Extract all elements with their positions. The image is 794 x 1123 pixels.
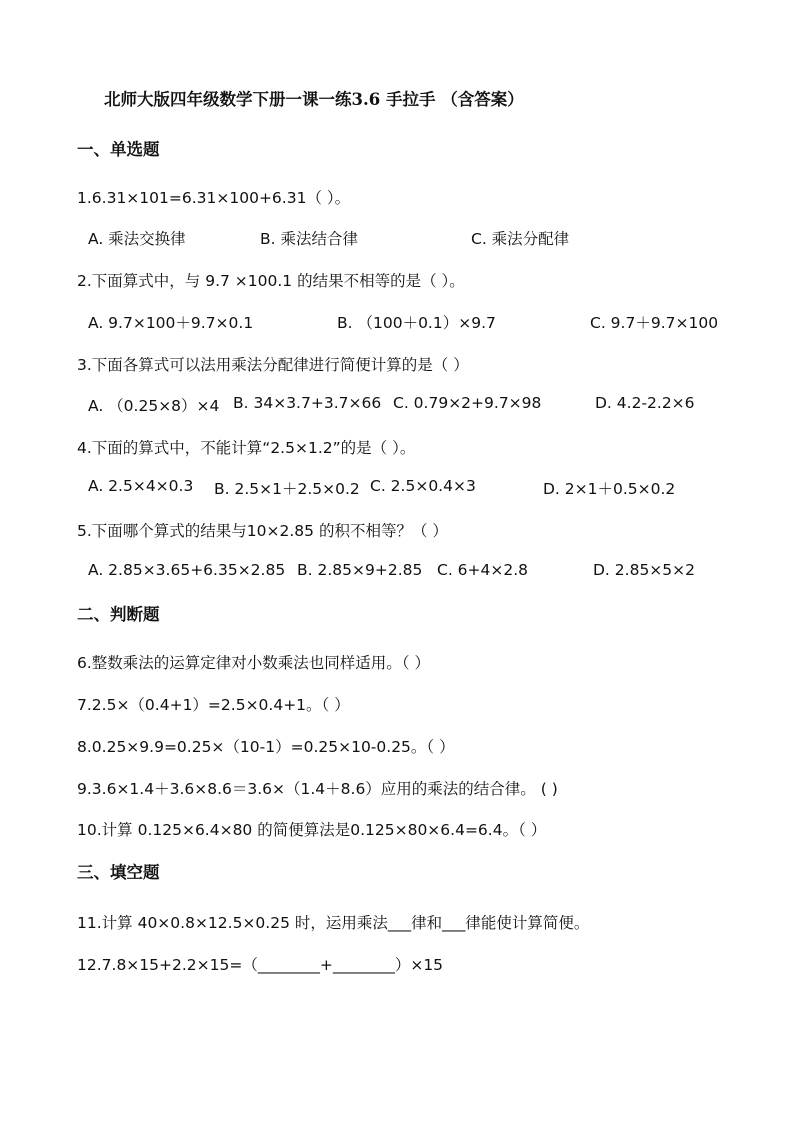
question-5-stem: 5.下面哪个算式的结果与10×2.85 的积不相等？（ ）: [77, 522, 448, 540]
question-5-option-a: A. 2.85×3.65+6.35×2.85: [88, 561, 286, 579]
question-4-stem: 4.下面的算式中，不能计算“2.5×1.2”的是（ ）。: [77, 439, 416, 457]
question-4-option-d: D. 2×1＋0.5×0.2: [543, 480, 676, 498]
question-7: 7.2.5×（0.4+1）=2.5×0.4+1。（ ）: [77, 696, 350, 714]
question-1-option-b: B. 乘法结合律: [260, 230, 358, 248]
question-3-option-d: D. 4.2-2.2×6: [595, 394, 695, 412]
question-1-stem: 1.6.31×101=6.31×100+6.31（ ）。: [77, 189, 351, 207]
question-11: 11.计算 40×0.8×12.5×0.25 时，运用乘法___律和___律能使计算简便。: [77, 914, 590, 932]
question-4-option-a: A. 2.5×4×0.3: [88, 477, 194, 495]
question-5-option-d: D. 2.85×5×2: [593, 561, 695, 579]
question-3-stem: 3.下面各算式可以法用乘法分配律进行简便计算的是（ ）: [77, 356, 469, 374]
question-10: 10.计算 0.125×6.4×80 的简便算法是0.125×80×6.4=6.4。（ ）: [77, 821, 547, 839]
question-3-option-a: A. （0.25×8）×4: [88, 397, 220, 415]
question-1-option-c: C. 乘法分配律: [471, 230, 570, 248]
section-heading-true-false: 二、判断题: [77, 605, 160, 624]
question-12: 12.7.8×15+2.2×15=（________+________）×15: [77, 956, 444, 974]
question-5-option-c: C. 6+4×2.8: [437, 561, 529, 579]
question-3-option-b: B. 34×3.7+3.7×66: [233, 394, 382, 412]
question-3-option-c: C. 0.79×2+9.7×98: [393, 394, 542, 412]
section-heading-single-choice: 一、单选题: [77, 140, 160, 159]
question-2-option-b: B. （100＋0.1）×9.7: [337, 314, 496, 332]
question-5-option-b: B. 2.85×9+2.85: [297, 561, 423, 579]
question-2-stem: 2.下面算式中，与 9.7 ×100.1 的结果不相等的是（ ）。: [77, 272, 465, 290]
question-4-option-c: C. 2.5×0.4×3: [370, 477, 476, 495]
question-8: 8.0.25×9.9=0.25×（10-1）=0.25×10-0.25。（ ）: [77, 738, 455, 756]
section-heading-fill-in: 三、填空题: [77, 863, 160, 882]
question-1-option-a: A. 乘法交换律: [88, 230, 186, 248]
question-6: 6.整数乘法的运算定律对小数乘法也同样适用。（ ）: [77, 654, 430, 672]
page-title: 北师大版四年级数学下册一课一练3.6 手拉手 （含答案）: [104, 90, 524, 109]
question-9: 9.3.6×1.4＋3.6×8.6＝3.6×（1.4＋8.6）应用的乘法的结合律。 ( ): [77, 780, 558, 798]
question-2-option-c: C. 9.7＋9.7×100: [590, 314, 719, 332]
question-4-option-b: B. 2.5×1＋2.5×0.2: [214, 480, 360, 498]
question-2-option-a: A. 9.7×100＋9.7×0.1: [88, 314, 254, 332]
